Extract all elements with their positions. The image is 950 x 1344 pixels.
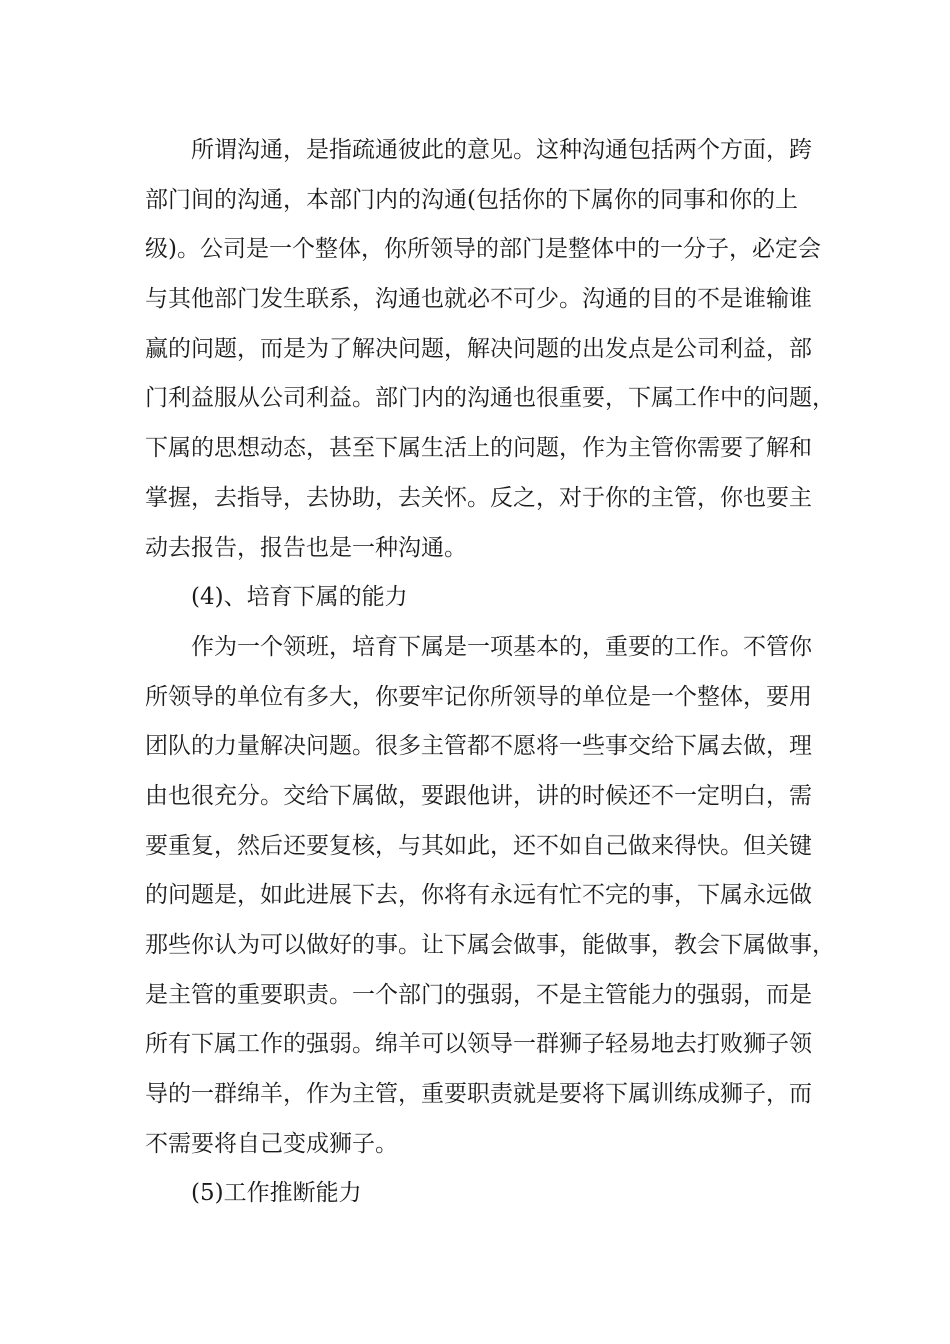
text-line: 要重复，然后还要复核，与其如此，还不如自己做来得快。但关键 xyxy=(145,832,812,859)
text-line: 由也很充分。交给下属做，要跟他讲，讲的时候还不一定明白，需 xyxy=(145,782,812,809)
section-heading: (5)工作推断能力 xyxy=(191,1180,362,1207)
text-line: 是主管的重要职责。一个部门的强弱，不是主管能力的强弱，而是 xyxy=(145,981,812,1008)
text-line: 不需要将自己变成狮子。 xyxy=(145,1130,398,1157)
text-line: 团队的力量解决问题。很多主管都不愿将一些事交给下属去做，理 xyxy=(145,733,812,760)
text-line: 作为一个领班，培育下属是一项基本的，重要的工作。不管你 xyxy=(191,633,812,660)
document-body xyxy=(145,126,835,1219)
text-line: 所领导的单位有多大，你要牢记你所领导的单位是一个整体，要用 xyxy=(145,683,812,710)
section-heading: (4)、培育下属的能力 xyxy=(191,584,408,611)
text-line: 门利益服从公司利益。部门内的沟通也很重要，下属工作中的问题， xyxy=(145,385,835,412)
text-line: 所谓沟通，是指疏通彼此的意见。这种沟通包括两个方面，跨 xyxy=(191,137,812,163)
text-line: 所有下属工作的强弱。绵羊可以领导一群狮子轻易地去打败狮子领 xyxy=(145,1031,812,1058)
text-line: 导的一群绵羊，作为主管，重要职责就是要将下属训练成狮子，而 xyxy=(145,1081,812,1108)
text-line: 下属的思想动态，甚至下属生活上的问题，作为主管你需要了解和 xyxy=(145,435,812,462)
text-line: 那些你认为可以做好的事。让下属会做事，能做事，教会下属做事， xyxy=(145,932,835,958)
text-line: 部门间的沟通，本部门内的沟通(包括你的下属你的同事和你的上 xyxy=(145,186,798,213)
text-line: 与其他部门发生联系，沟通也就必不可少。沟通的目的不是谁输谁 xyxy=(145,286,812,313)
text-line: 的问题是，如此进展下去，你将有永远有忙不完的事，下属永远做 xyxy=(145,882,812,909)
text-line: 动去报告，报告也是一种沟通。 xyxy=(145,534,467,561)
text-line: 级)。公司是一个整体，你所领导的部门是整体中的一分子，必定会 xyxy=(145,236,821,263)
text-line: 掌握，去指导，去协助，去关怀。反之，对于你的主管，你也要主 xyxy=(145,484,812,511)
text-line: 赢的问题，而是为了解决问题，解决问题的出发点是公司利益，部 xyxy=(145,335,812,362)
